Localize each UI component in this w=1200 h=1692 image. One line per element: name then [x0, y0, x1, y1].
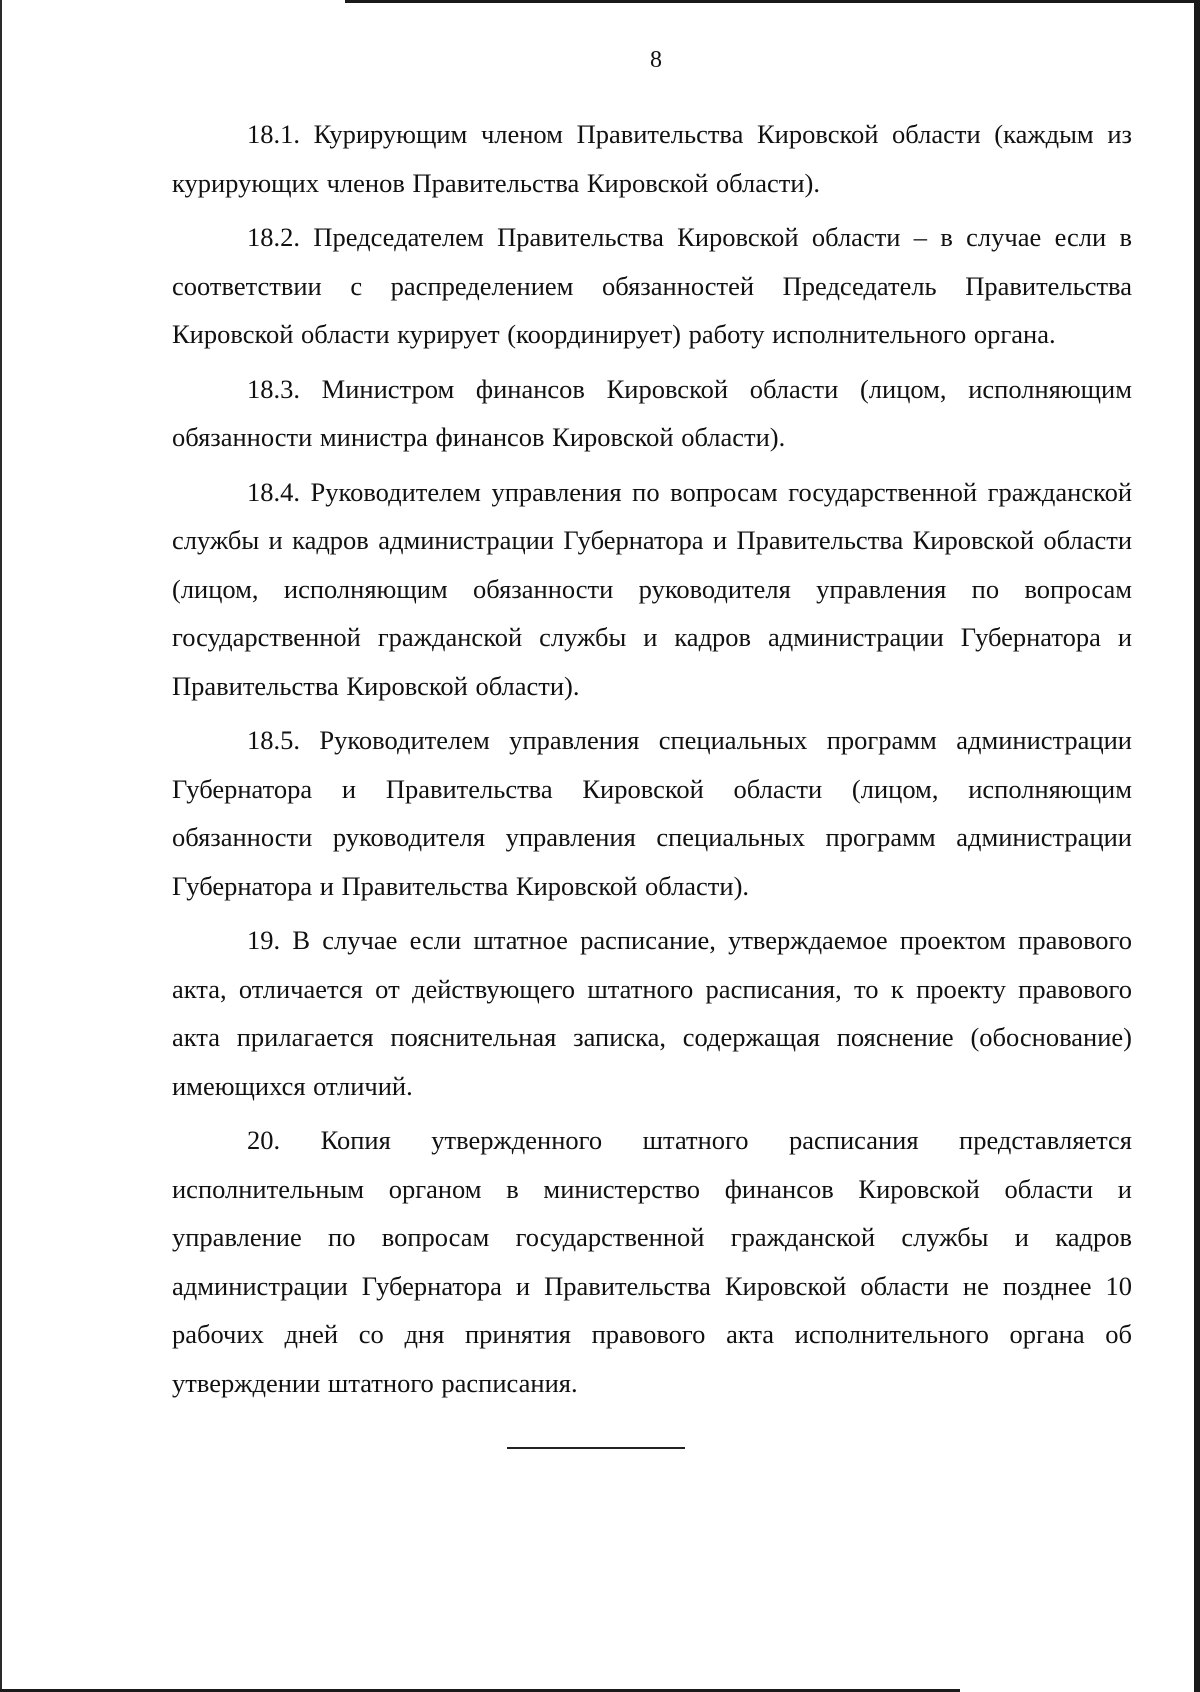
- paragraph-20: 20. Копия утвержденного штатного расписания представляется исполнительным органом в министерство финансов Кировской области и управление по вопросам государственной гражданской службы и кадров администрации Губернатора и Правительства Кировской области не позднее 10 рабочих дней со дня принятия правового акта исполнительного органа об утверждении штатного расписания.: [172, 1125, 1132, 1398]
- paragraph-18-1: 18.1. Курирующим членом Правительства Кировской области (каждым из курирующих членов Правительства Кировской области).: [172, 119, 1132, 198]
- paragraph-18-3: 18.3. Министром финансов Кировской области (лицом, исполняющим обязанности министра финансов Кировской области).: [172, 373, 1132, 452]
- scan-border-top: [345, 0, 1200, 3]
- paragraph-18-2: 18.2. Председателем Правительства Кировской области – в случае если в соответствии с распределением обязанностей Председатель Правительства Кировской области курирует (координирует) работу исполнительного органа.: [172, 222, 1132, 349]
- page-number: 8: [650, 47, 662, 73]
- scan-border-left: [0, 0, 2, 1692]
- paragraph-19: 19. В случае если штатное расписание, утверждаемое проектом правового акта, отличается от действующего штатного расписания, то к проекту правового акта прилагается пояснительная записка, содержащая пояснение (обоснование) имеющихся отличий.: [172, 925, 1132, 1101]
- paragraph-18-5: 18.5. Руководителем управления специальных программ администрации Губернатора и Правительства Кировской области (лицом, исполняющим обязанности руководителя управления специальных программ администрации Губернатора и Правительства Кировской области).: [172, 725, 1132, 901]
- paragraph-18-4: 18.4. Руководителем управления по вопросам государственной гражданской службы и кадров администрации Губернатора и Правительства Кировской области (лицом, исполняющим обязанности руководителя управления по вопросам государственной гражданской службы и кадров администрации Губернатора и Правительства Кировской области).: [172, 476, 1132, 701]
- scan-border-right: [1194, 0, 1200, 1692]
- document-body: [172, 110, 1132, 1413]
- end-of-document-rule: [507, 1447, 685, 1449]
